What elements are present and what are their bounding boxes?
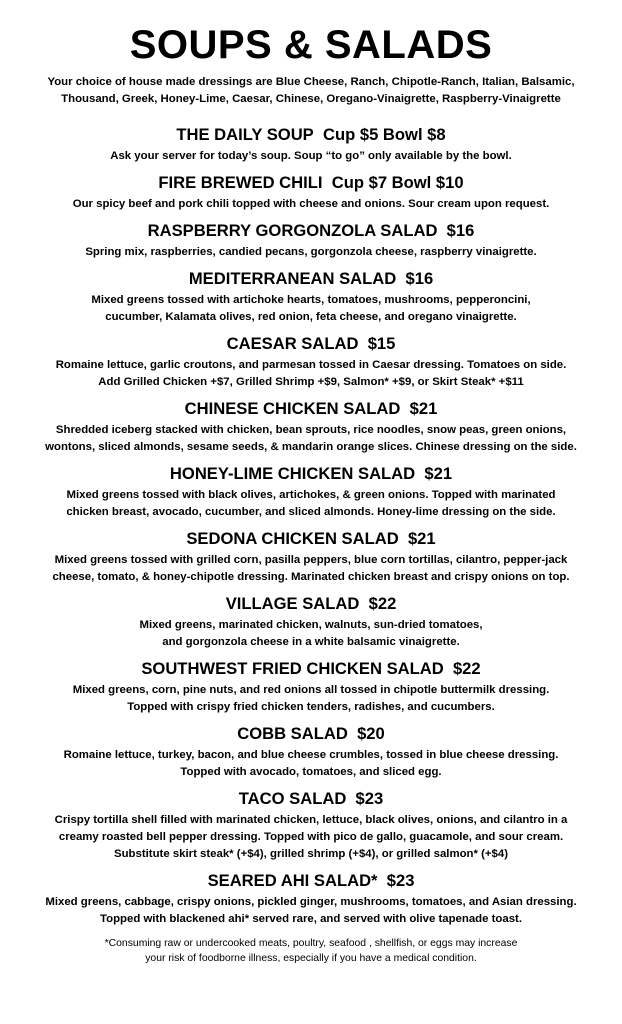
description-line: Topped with blackened ahi* served rare, and served with olive tapenade toast. xyxy=(100,913,522,925)
description-line: Mixed greens, cabbage, crispy onions, pickled ginger, mushrooms, tomatoes, and Asian dressing. xyxy=(45,896,577,908)
menu-item-heading xyxy=(8,218,614,244)
menu-item xyxy=(8,170,614,213)
intro-line: Your choice of house made dressings are Blue Cheese, Ranch, Chipotle-Ranch, Italian, Balsamic, xyxy=(47,76,575,88)
menu-item-name: VILLAGE SALAD xyxy=(225,594,360,613)
menu-item-name: TACO SALAD xyxy=(238,789,347,808)
menu-item-description xyxy=(8,196,614,213)
menu-item xyxy=(8,591,614,651)
description-line: Our spicy beef and pork chili topped with cheese and onions. Sour cream upon request. xyxy=(72,198,550,210)
intro-line: Thousand, Greek, Honey-Lime, Caesar, Chinese, Oregano-Vinaigrette, Raspberry-Vinaigrette xyxy=(61,93,561,105)
menu-item-description xyxy=(8,487,614,521)
menu-item-price: $21 xyxy=(407,529,436,548)
menu-item xyxy=(8,526,614,586)
menu-item-price: $22 xyxy=(452,659,481,678)
consumer-advisory xyxy=(8,936,614,966)
menu-item-heading xyxy=(8,170,614,196)
description-line: Mixed greens tossed with black olives, artichokes, & green onions. Topped with marinated xyxy=(66,489,556,501)
menu-item-heading xyxy=(8,786,614,812)
menu-item xyxy=(8,868,614,928)
description-line: Mixed greens tossed with grilled corn, pasilla peppers, blue corn tortillas, cilantro, pepper-jack xyxy=(54,554,568,566)
menu-item-name: SEARED AHI SALAD* xyxy=(207,871,378,890)
menu-item-description xyxy=(8,747,614,781)
description-line: Romaine lettuce, garlic croutons, and parmesan tossed in Caesar dressing. Tomatoes on side. xyxy=(55,359,567,371)
menu-item-price: Cup $7 Bowl $10 xyxy=(331,173,464,192)
description-line: Substitute skirt steak* (+$4), grilled shrimp (+$4), or grilled salmon* (+$4) xyxy=(113,848,509,860)
menu-item-name: CHINESE CHICKEN SALAD xyxy=(184,399,401,418)
menu-item-name: HONEY-LIME CHICKEN SALAD xyxy=(169,464,416,483)
description-line: Topped with crispy fried chicken tenders, radishes, and cucumbers. xyxy=(127,701,495,713)
menu-item-name: CAESAR SALAD xyxy=(226,334,359,353)
description-line: cheese, tomato, & honey-chipotle dressing. Marinated chicken breast and crispy onions on top. xyxy=(52,571,570,583)
description-line: Mixed greens tossed with artichoke hearts, tomatoes, mushrooms, pepperoncini, xyxy=(91,294,531,306)
menu-item-description xyxy=(8,812,614,863)
menu-item xyxy=(8,721,614,781)
description-line: wontons, sliced almonds, sesame seeds, & mandarin orange slices. Chinese dressing on the side. xyxy=(45,441,577,453)
menu-item-description xyxy=(8,894,614,928)
menu-item-description xyxy=(8,552,614,586)
menu-item-description xyxy=(8,357,614,391)
description-line: Add Grilled Chicken +$7, Grilled Shrimp +$9, Salmon* +$9, or Skirt Steak* +$11 xyxy=(98,376,524,388)
page-title: SOUPS & SALADS xyxy=(129,23,493,67)
menu-item-name: MEDITERRANEAN SALAD xyxy=(188,269,397,288)
menu-item-price: $21 xyxy=(424,464,453,483)
description-line: Romaine lettuce, turkey, bacon, and blue cheese crumbles, tossed in blue cheese dressing. xyxy=(63,749,559,761)
menu-item-price: $23 xyxy=(355,789,384,808)
footnote-line: your risk of foodborne illness, especially if you have a medical condition. xyxy=(145,953,477,964)
description-line: Spring mix, raspberries, candied pecans, gorgonzola cheese, raspberry vinaigrette. xyxy=(85,246,537,258)
menu-item-name: COBB SALAD xyxy=(237,724,348,743)
menu-item-name: RASPBERRY GORGONZOLA SALAD xyxy=(147,221,438,240)
menu-item-heading xyxy=(8,461,614,487)
menu-item-heading xyxy=(8,591,614,617)
description-line: Mixed greens, corn, pine nuts, and red onions all tossed in chipotle buttermilk dressing. xyxy=(72,684,550,696)
menu-item-name: SEDONA CHICKEN SALAD xyxy=(186,529,399,548)
menu-item-name: THE DAILY SOUP xyxy=(176,125,314,144)
footnote-line: *Consuming raw or undercooked meats, poultry, seafood , shellfish, or eggs may increase xyxy=(104,938,518,949)
menu-item-description xyxy=(8,244,614,261)
description-line: chicken breast, avocado, cucumber, and sliced almonds. Honey-lime dressing on the side. xyxy=(66,506,556,518)
menu-item-heading xyxy=(8,868,614,894)
description-line: Topped with avocado, tomatoes, and sliced egg. xyxy=(180,766,442,778)
menu-item-name: SOUTHWEST FRIED CHICKEN SALAD xyxy=(141,659,444,678)
menu-item-description xyxy=(8,148,614,165)
menu-item-name: FIRE BREWED CHILI xyxy=(158,173,323,192)
menu-item-description xyxy=(8,682,614,716)
menu-item xyxy=(8,331,614,391)
description-line: Crispy tortilla shell filled with marinated chicken, lettuce, black olives, onions, and cilantro in a xyxy=(54,814,568,826)
menu-item-price: $23 xyxy=(386,871,415,890)
description-line: Mixed greens, marinated chicken, walnuts, sun-dried tomatoes, xyxy=(139,619,483,631)
menu-item xyxy=(8,461,614,521)
menu-item-heading xyxy=(8,122,614,148)
menu-item-heading xyxy=(8,656,614,682)
menu-item-price: Cup $5 Bowl $8 xyxy=(323,125,446,144)
menu-item-heading xyxy=(8,526,614,552)
menu-item-price: $21 xyxy=(409,399,438,418)
menu-item xyxy=(8,122,614,165)
menu-item-heading xyxy=(8,396,614,422)
description-line: Ask your server for today’s soup. Soup “to go” only available by the bowl. xyxy=(110,150,512,162)
menu-item-price: $20 xyxy=(357,724,385,743)
menu-item xyxy=(8,218,614,261)
description-line: cucumber, Kalamata olives, red onion, feta cheese, and oregano vinaigrette. xyxy=(105,311,517,323)
menu-item-heading xyxy=(8,721,614,747)
menu-item-price: $22 xyxy=(368,594,397,613)
dressings-intro xyxy=(8,74,614,108)
menu-item-description xyxy=(8,617,614,651)
description-line: creamy roasted bell pepper dressing. Topped with pico de gallo, guacamole, and sour cream. xyxy=(58,831,564,843)
menu-item-heading xyxy=(8,331,614,357)
menu-item xyxy=(8,656,614,716)
menu-item xyxy=(8,786,614,863)
menu-item xyxy=(8,266,614,326)
menu-item-price: $16 xyxy=(446,221,475,240)
menu-item-price: $16 xyxy=(405,269,434,288)
menu-items xyxy=(8,122,614,928)
menu-item-price: $15 xyxy=(367,334,396,353)
description-line: Shredded iceberg stacked with chicken, bean sprouts, rice noodles, snow peas, green onions, xyxy=(55,424,567,436)
menu-item-description xyxy=(8,422,614,456)
menu-item-description xyxy=(8,292,614,326)
description-line: and gorgonzola cheese in a white balsamic vinaigrette. xyxy=(162,636,460,648)
menu-item-heading xyxy=(8,266,614,292)
menu-item xyxy=(8,396,614,456)
